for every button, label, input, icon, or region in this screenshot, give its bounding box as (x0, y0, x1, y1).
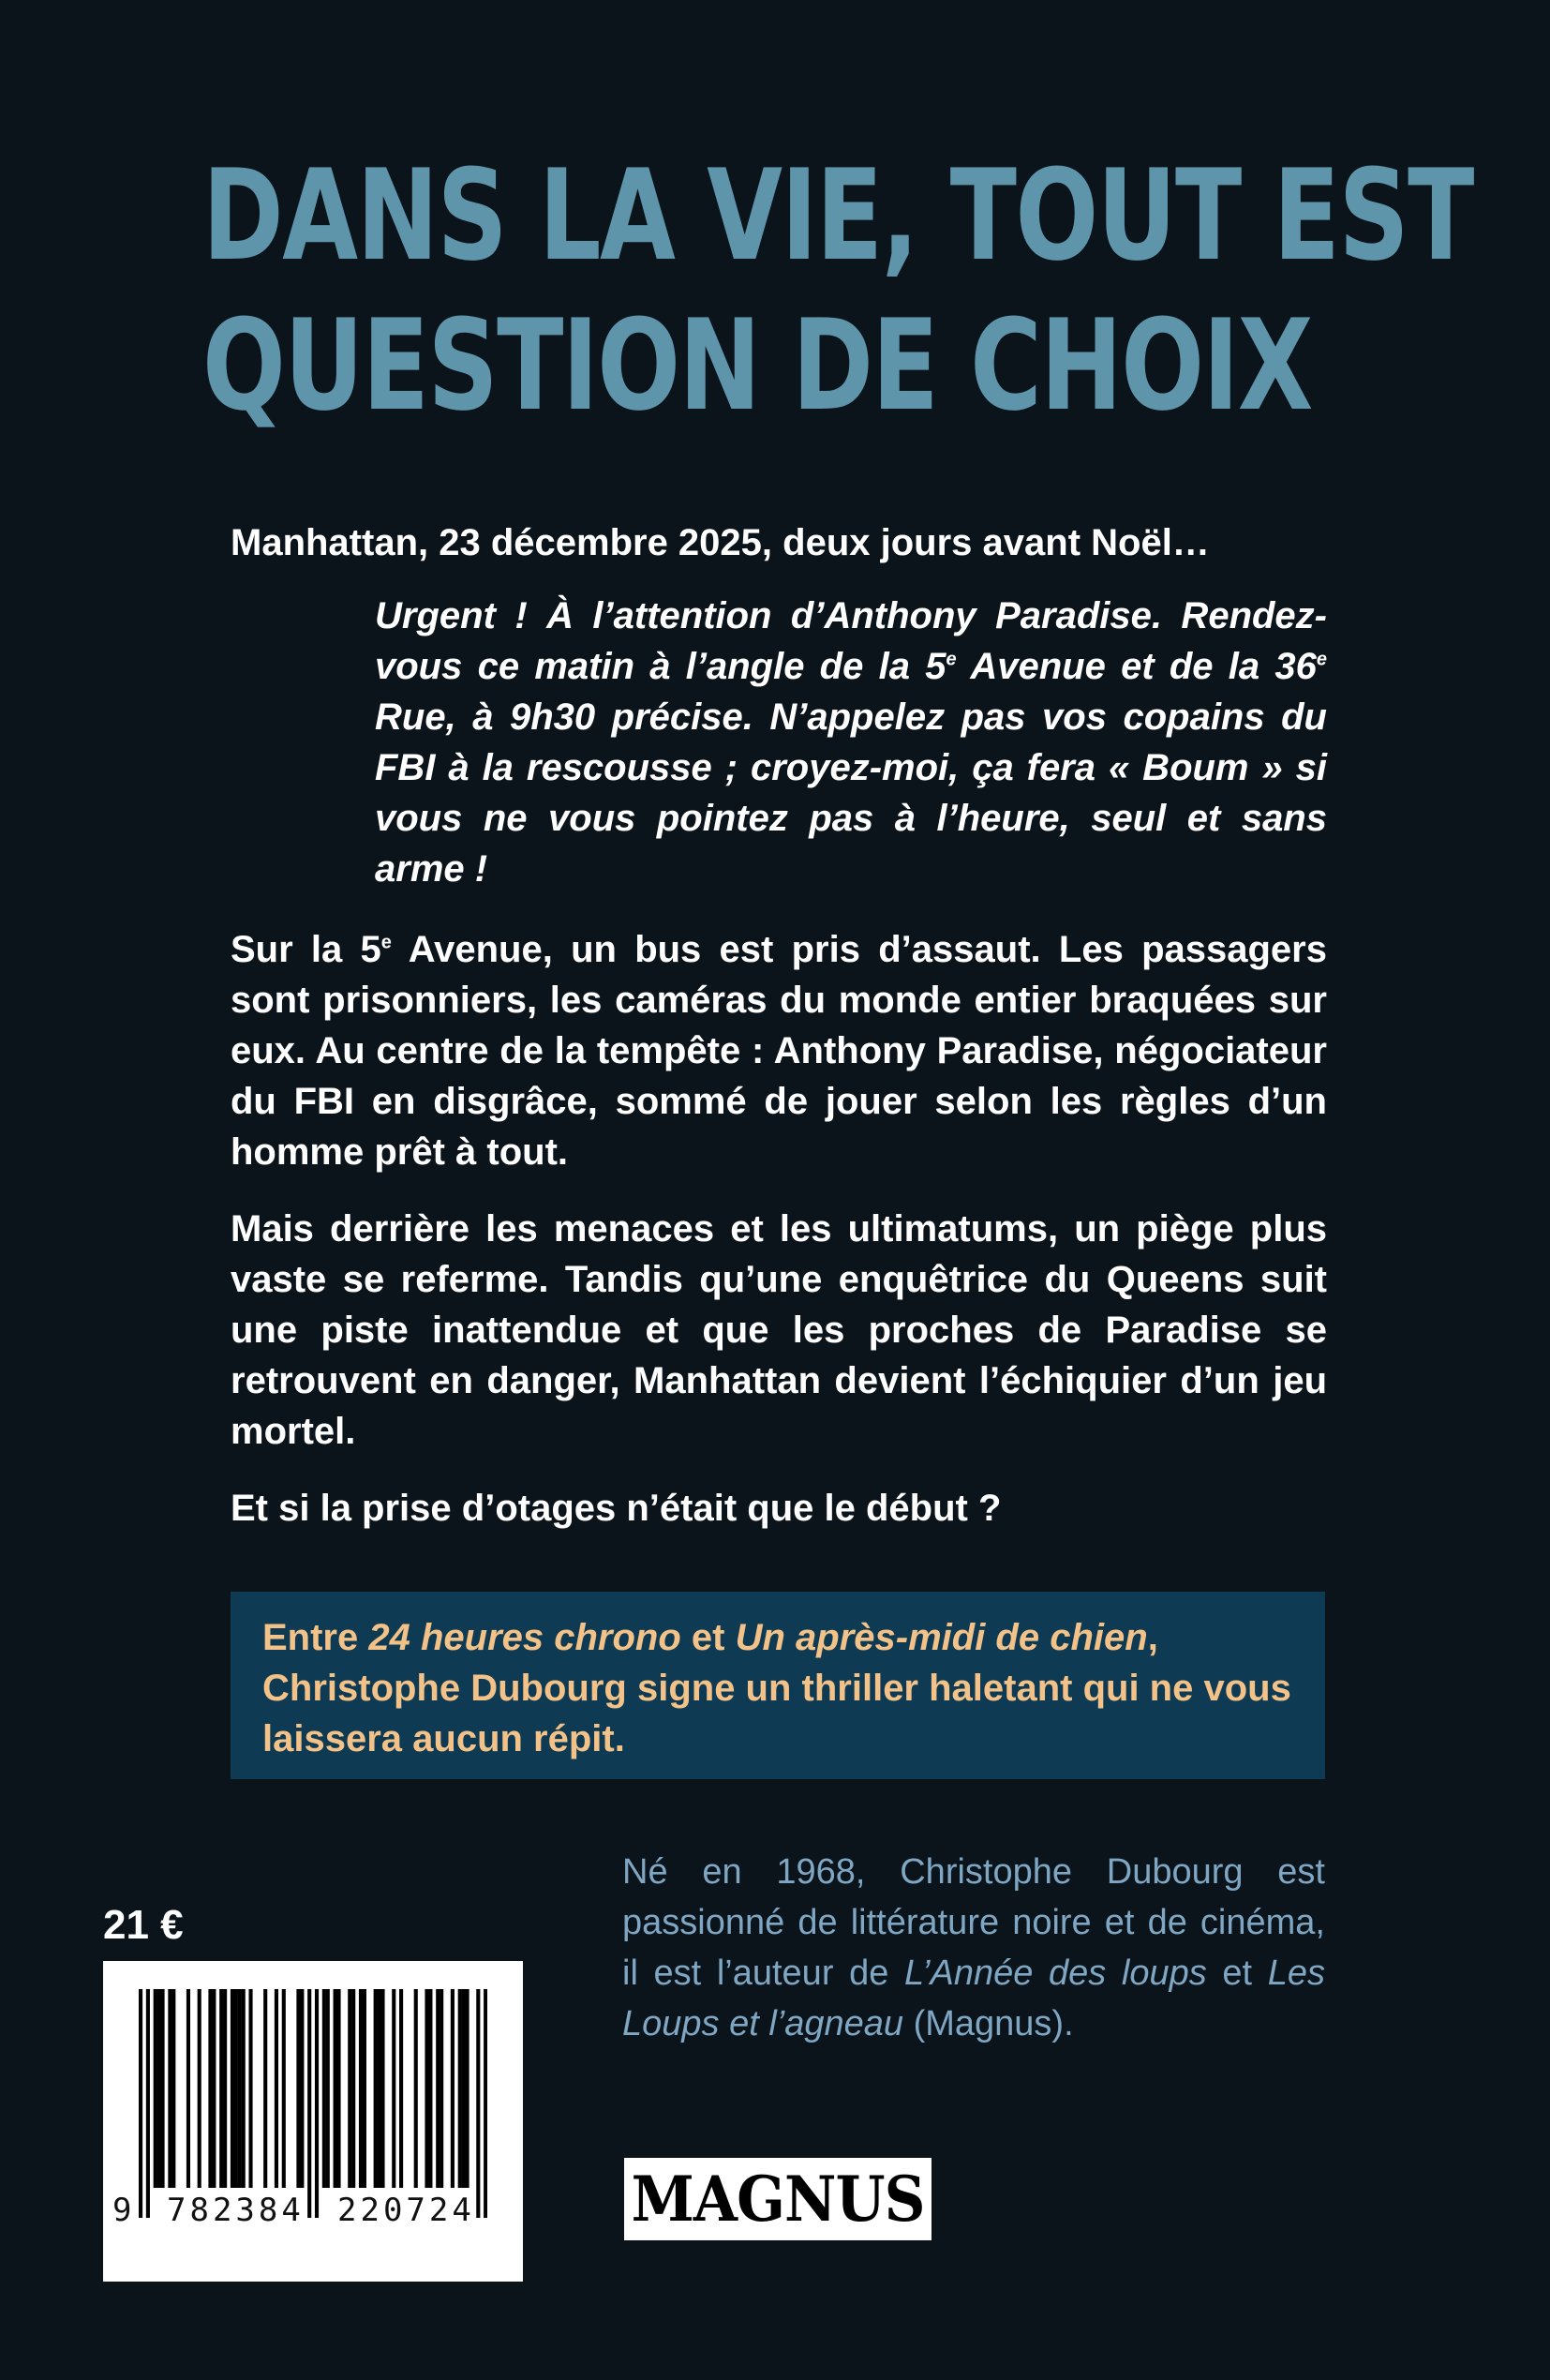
barcode-bar (466, 1989, 469, 2188)
barcode-bar (275, 1989, 278, 2188)
barcode-bar (336, 1989, 340, 2188)
barcode-bar (348, 1989, 351, 2188)
barcode-bar (146, 1989, 150, 2218)
threat-note: Urgent ! À l’attention d’Anthony Paradise. Rendez-vous ce matin à l’angle de la 5e Avenue et de la 36e Rue, à 9h30 précise. N’appelez pas vos copains du FBI à la rescousse ; croyez-moi, ça fera « Boum » si vous ne vous pointez pas à l’heure, seul et sans arme ! (375, 595, 1328, 890)
barcode-bar (231, 1989, 234, 2188)
barcode-bar (160, 1989, 164, 2188)
barcode-bar (282, 1989, 286, 2188)
barcode-bar (223, 1989, 227, 2188)
barcode-bar (186, 1989, 190, 2188)
barcode-bar (484, 1989, 487, 2218)
barcode-bar (208, 1989, 212, 2188)
headline-line-1: DANS LA VIE, TOUT EST (202, 142, 1473, 289)
barcode-bar (428, 1989, 432, 2188)
barcode-bar (322, 1989, 326, 2188)
headline-line-2: QUESTION DE CHOIX (202, 292, 1312, 439)
barcode-bar (326, 1989, 330, 2188)
tagline-title-1: 24 heures chrono (368, 1617, 681, 1658)
publisher-logo-text: MAGNUS (631, 2163, 925, 2236)
barcode-bar (307, 1989, 311, 2218)
barcode-bar (234, 1989, 238, 2188)
barcode-bar (378, 1989, 381, 2188)
barcode-bars (139, 1989, 487, 2218)
barcode-bar (374, 1989, 378, 2188)
intro-line: Manhattan, 23 décembre 2025, deux jours avant Noël… (231, 522, 1210, 563)
barcode-bar (154, 1989, 157, 2188)
barcode-bar (399, 1989, 403, 2188)
barcode-bar (296, 1989, 300, 2188)
bio-title-1: L’Année des loups (904, 1953, 1207, 1993)
barcode-left-digits: 782384 (167, 2192, 305, 2229)
barcode-bar (425, 1989, 428, 2188)
barcode-bar (198, 1989, 201, 2188)
bio-title-2: Les Loups et l’agneau (622, 1953, 1326, 2043)
author-bio: Né en 1968, Christophe Dubourg est passionné de littérature noire et de cinéma, il est l’auteur de L’Année des loups et Les Loups et l’agneau (Magnus). (622, 1852, 1326, 2043)
tagline-title-2: Un après-midi de chien (735, 1617, 1148, 1658)
barcode-bar (219, 1989, 223, 2188)
barcode-bar (440, 1989, 443, 2188)
barcode-bar (212, 1989, 216, 2188)
barcode-bar (414, 1989, 418, 2188)
barcode-first-digit: 9 (112, 2192, 132, 2229)
barcode-bar (380, 1989, 384, 2188)
barcode-bar (458, 1989, 462, 2188)
barcode-bar (171, 1989, 175, 2188)
barcode-bar (436, 1989, 440, 2188)
price-label: 21 € (103, 1902, 184, 1948)
synopsis-paragraph-1: Sur la 5e Avenue, un bus est pris d’assaut. Les passagers sont prisonniers, les caméras du monde entier braquées sur eux. Au centre de la tempête : Anthony Paradise, négociateur du FBI en disgrâce, sommé de jouer selon les règles d’un homme prêt à tout. (231, 929, 1327, 1173)
barcode-right-digits: 220724 (337, 2192, 475, 2229)
barcode-bar (462, 1989, 466, 2188)
barcode-bar (334, 1989, 337, 2188)
barcode-bar (451, 1989, 455, 2188)
barcode-bar (392, 1989, 395, 2188)
synopsis-paragraph-2: Mais derrière les menaces et les ultimatums, un piège plus vaste se referme. Tandis qu’une enquêtrice du Queens suit une piste inattendue et que les proches de Paradise se retrouvent en danger, Manhattan devient l’échiquier d’un jeu mortel. (231, 1208, 1327, 1452)
barcode (103, 1961, 523, 2282)
barcode-bar (157, 1989, 161, 2188)
barcode-bar (359, 1989, 363, 2188)
barcode-bar (363, 1989, 366, 2188)
barcode-bar (351, 1989, 355, 2188)
barcode-bar (242, 1989, 246, 2188)
closing-question: Et si la prise d’otages n’était que le début ? (231, 1488, 1002, 1529)
publisher-logo (624, 2158, 931, 2240)
barcode-bar (300, 1989, 304, 2188)
tagline-box: Entre 24 heures chrono et Un après-midi de chien, Christophe Dubourg signe un thriller haletant qui ne vous laissera aucun répit. (231, 1592, 1325, 1779)
barcode-bar (238, 1989, 242, 2188)
barcode-bar (263, 1989, 267, 2188)
barcode-bar (476, 1989, 480, 2218)
barcode-bar (315, 1989, 319, 2218)
barcode-bar (139, 1989, 142, 2218)
headline (202, 141, 1473, 441)
barcode-bar (168, 1989, 171, 2188)
barcode-bar (248, 1989, 252, 2188)
